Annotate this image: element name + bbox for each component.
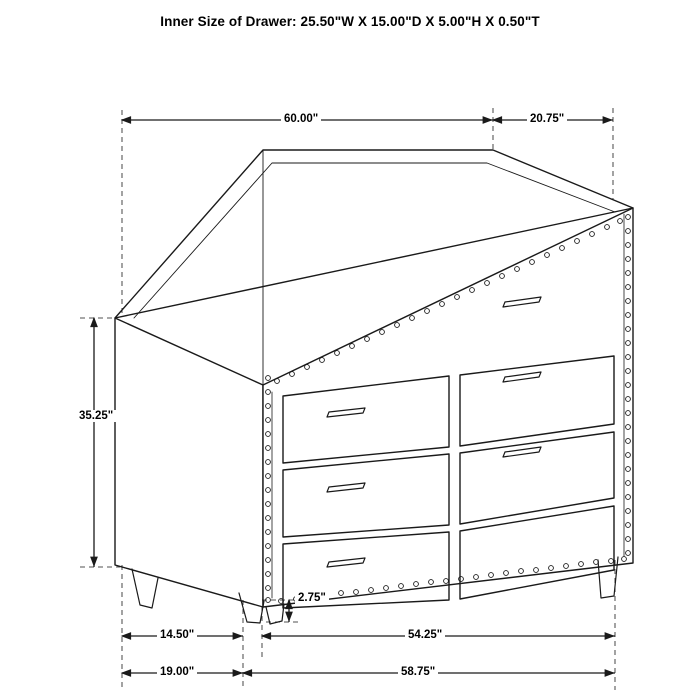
dim-label-top-depth: 20.75" [527,113,567,125]
dim-label-top-width: 60.00" [281,113,321,125]
dim-label-left-width: 14.50" [157,629,197,641]
dim-label-base-left: 19.00" [157,666,197,678]
dim-label-leg-height: 2.75" [295,592,329,604]
dim-label-base-front: 58.75" [398,666,438,678]
dresser-body [115,150,633,624]
page-title: Inner Size of Drawer: 25.50"W X 15.00"D X 5.00"H X 0.50"T [160,14,540,29]
dim-label-height: 35.25" [76,410,116,422]
dim-label-front-width: 54.25" [405,629,445,641]
